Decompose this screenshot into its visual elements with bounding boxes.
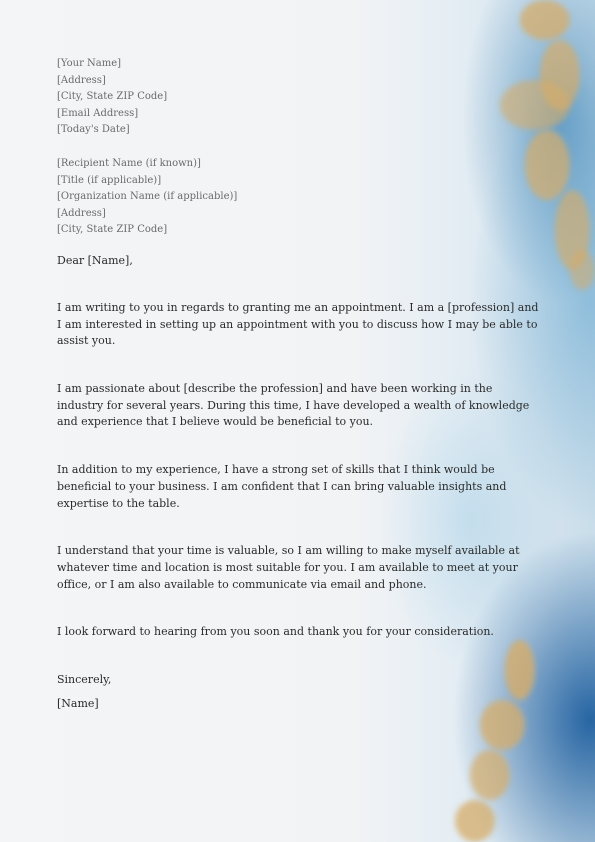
sender-address: [Address]: [57, 74, 106, 86]
recipient-name: [Recipient Name (if known)]: [57, 157, 201, 169]
closing: Sincerely,: [57, 673, 112, 687]
recipient-address: [Address]: [57, 207, 106, 219]
signature: [Name]: [57, 697, 99, 711]
letter-date: [Today's Date]: [57, 124, 130, 136]
sender-block: [57, 56, 542, 139]
recipient-city-state-zip: [City, State ZIP Code]: [57, 224, 168, 236]
recipient-block: [57, 156, 542, 239]
body-paragraph: I am writing to you in regards to granting me an appointment. I am a [profession] and I am interested in setting up an appointment with you to discuss how I may be able to assist you.: [57, 300, 539, 348]
recipient-organization: [Organization Name (if applicable)]: [57, 191, 238, 203]
body-paragraph: I understand that your time is valuable, so I am willing to make myself available at whatever time and location is most suitable for you. I am available to meet at your office, or I am also available to communicate via email and phone.: [57, 544, 520, 591]
body-paragraph: I am passionate about [describe the profession] and have been working in the industry for several years. During this time, I have developed a wealth of knowledge and experience that I believe would be beneficial to you.: [57, 382, 530, 429]
body-paragraph: In addition to my experience, I have a strong set of skills that I think would be beneficial to your business. I am confident that I can bring valuable insights and expertise to the table.: [57, 463, 507, 510]
sender-city-state-zip: [City, State ZIP Code]: [57, 91, 168, 103]
letter-body: [57, 56, 542, 711]
recipient-title: [Title (if applicable)]: [57, 174, 162, 186]
salutation: Dear [Name],: [57, 253, 133, 267]
sender-name: [Your Name]: [57, 58, 122, 69]
body-paragraph: I look forward to hearing from you soon and thank you for your consideration.: [57, 625, 494, 639]
sender-email: [Email Address]: [57, 107, 139, 119]
spacer: [57, 139, 542, 156]
